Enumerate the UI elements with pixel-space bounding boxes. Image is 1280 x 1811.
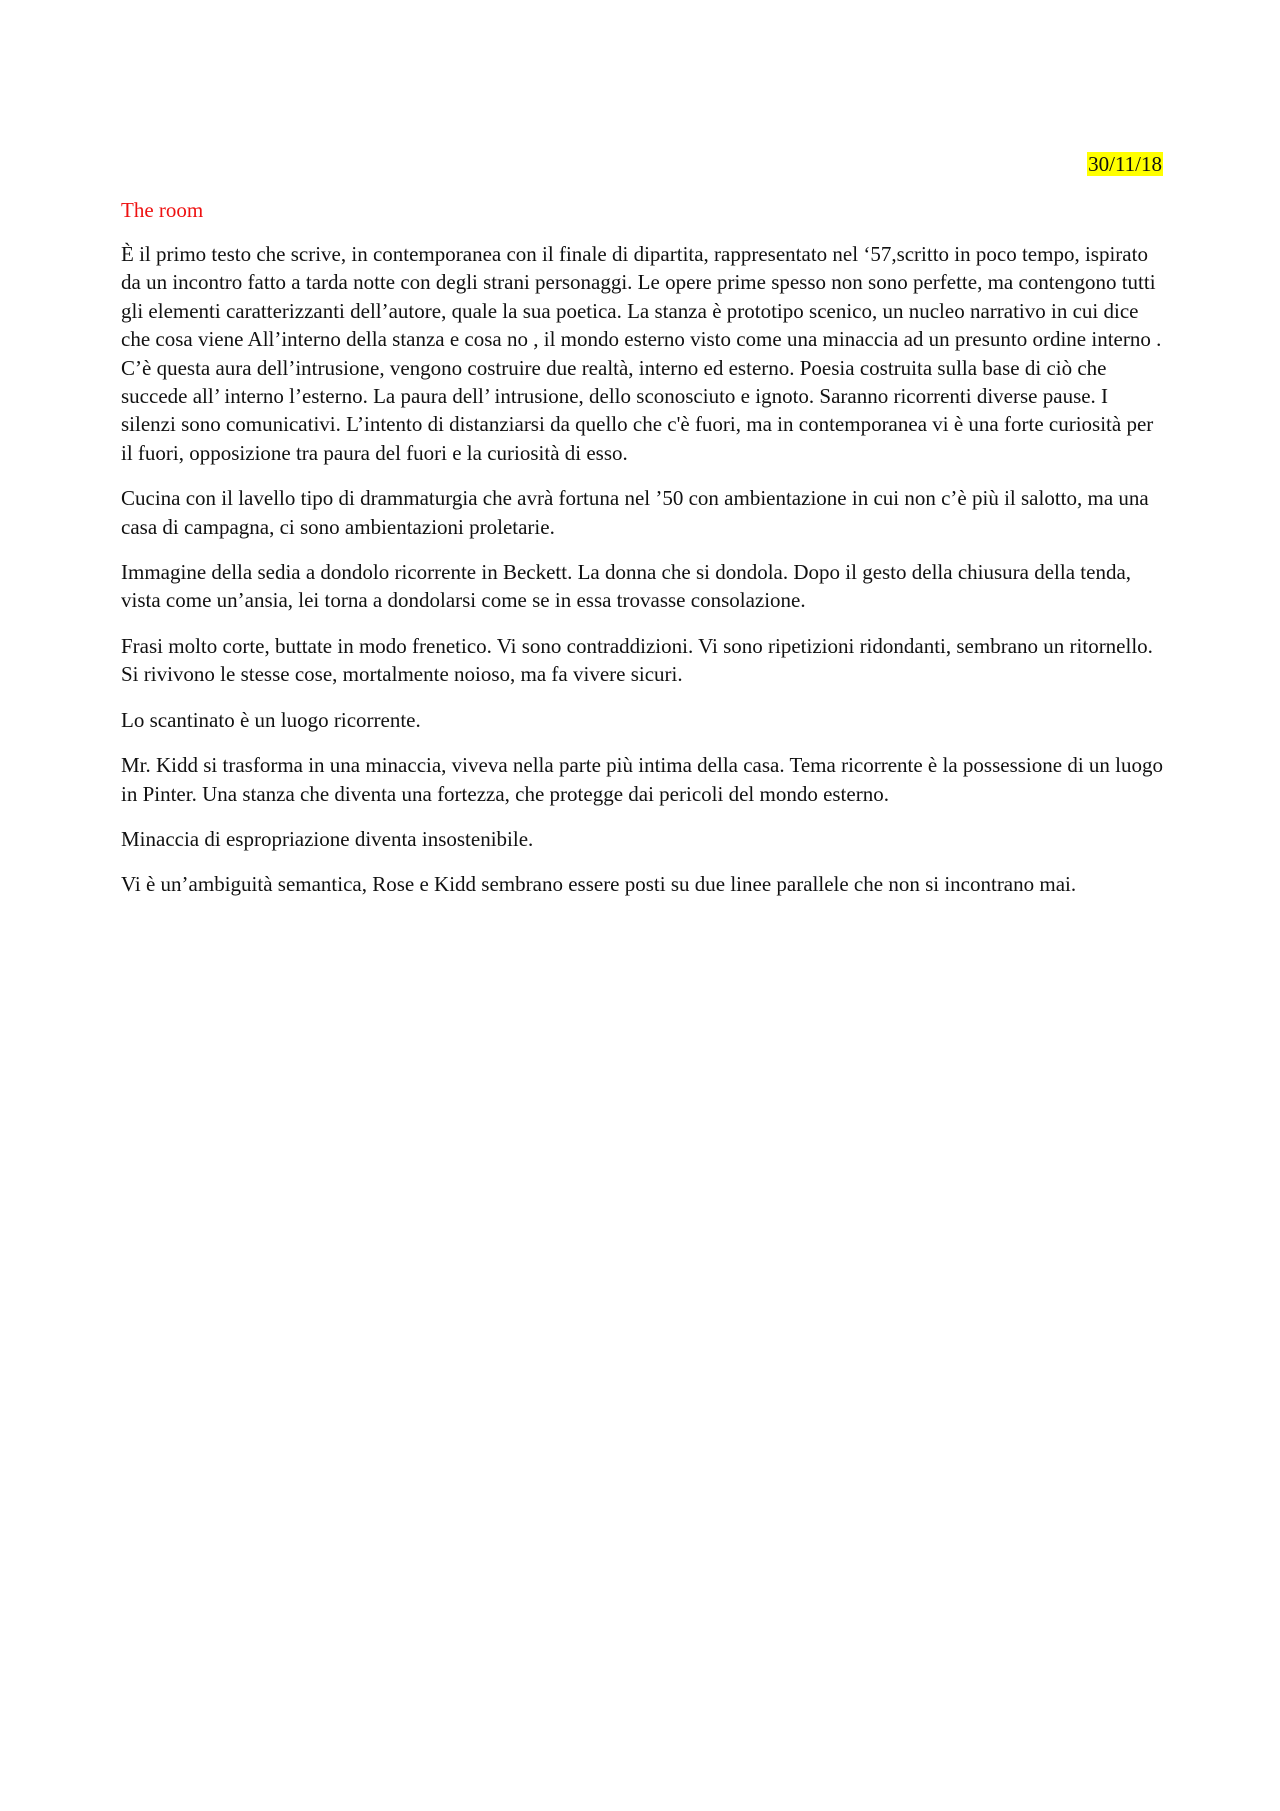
paragraph-3: Immagine della sedia a dondolo ricorrente in Beckett. La donna che si dondola. Dopo il gesto della chiusura della tenda, vista come un’ansia, lei torna a dondolarsi come se in essa trovasse consolazione. — [121, 560, 1132, 613]
paragraph-5: Lo scantinato è un luogo ricorrente. — [121, 707, 421, 732]
paragraph-4: Frasi molto corte, buttate in modo frenetico. Vi sono contraddizioni. Vi sono ripetizioni ridondanti, sembrano un ritornello. Si rivivono le stesse cose, mortalmente noioso, ma fa vivere sicuri. — [121, 633, 1153, 687]
document-title: The room — [121, 198, 204, 222]
date-highlight: 30/11/18 — [1088, 152, 1162, 176]
paragraph-1: È il primo testo che scrive, in contemporanea con il finale di dipartita, rappresentato nel ‘57,scritto in poco tempo, ispirato da un incontro fatto a tarda notte con degli strani personaggi. Le opere prime spesso non sono perfette, ma contengono tutti gli elementi caratterizzanti dell’autore, quale la sua poetica. La stanza è prototipo scenico, un nucleo narrativo in cui dice che cosa viene All’interno della stanza e cosa no , il mondo esterno visto come una minaccia ad un presunto ordine interno . C’è questa aura dell’intrusione, vengono costruire due realtà, interno ed esterno. Poesia costruita sulla base di ciò che succede all’ interno l’esterno. La paura dell’ intrusione, dello sconosciuto e ignoto. Saranno ricorrenti diverse pause. I silenzi sono comunicativi. L’intento di distanziarsi da quello che c'è fuori, ma in contemporanea vi è una forte curiosità per il fuori, opposizione tra paura del fuori e la curiosità di esso. — [121, 242, 1162, 465]
paragraph-2: Cucina con il lavello tipo di drammaturgia che avrà fortuna nel ’50 con ambientazione in cui non c’è più il salotto, ma una casa di campagna, ci sono ambientazioni proletarie. — [121, 486, 1149, 539]
paragraph-6: Mr. Kidd si trasforma in una minaccia, viveva nella parte più intima della casa. Tema ricorrente è la possessione di un luogo in Pinter. Una stanza che diventa una fortezza, che protegge dai pericoli del mondo esterno. — [121, 753, 1163, 806]
paragraph-7: Minaccia di espropriazione diventa insostenibile. — [121, 826, 534, 851]
date-line — [121, 150, 1163, 178]
document-body — [121, 150, 1163, 916]
paragraph-8: Vi è un’ambiguità semantica, Rose e Kidd sembrano essere posti su due linee parallele che non si incontrano mai. — [121, 872, 1077, 897]
